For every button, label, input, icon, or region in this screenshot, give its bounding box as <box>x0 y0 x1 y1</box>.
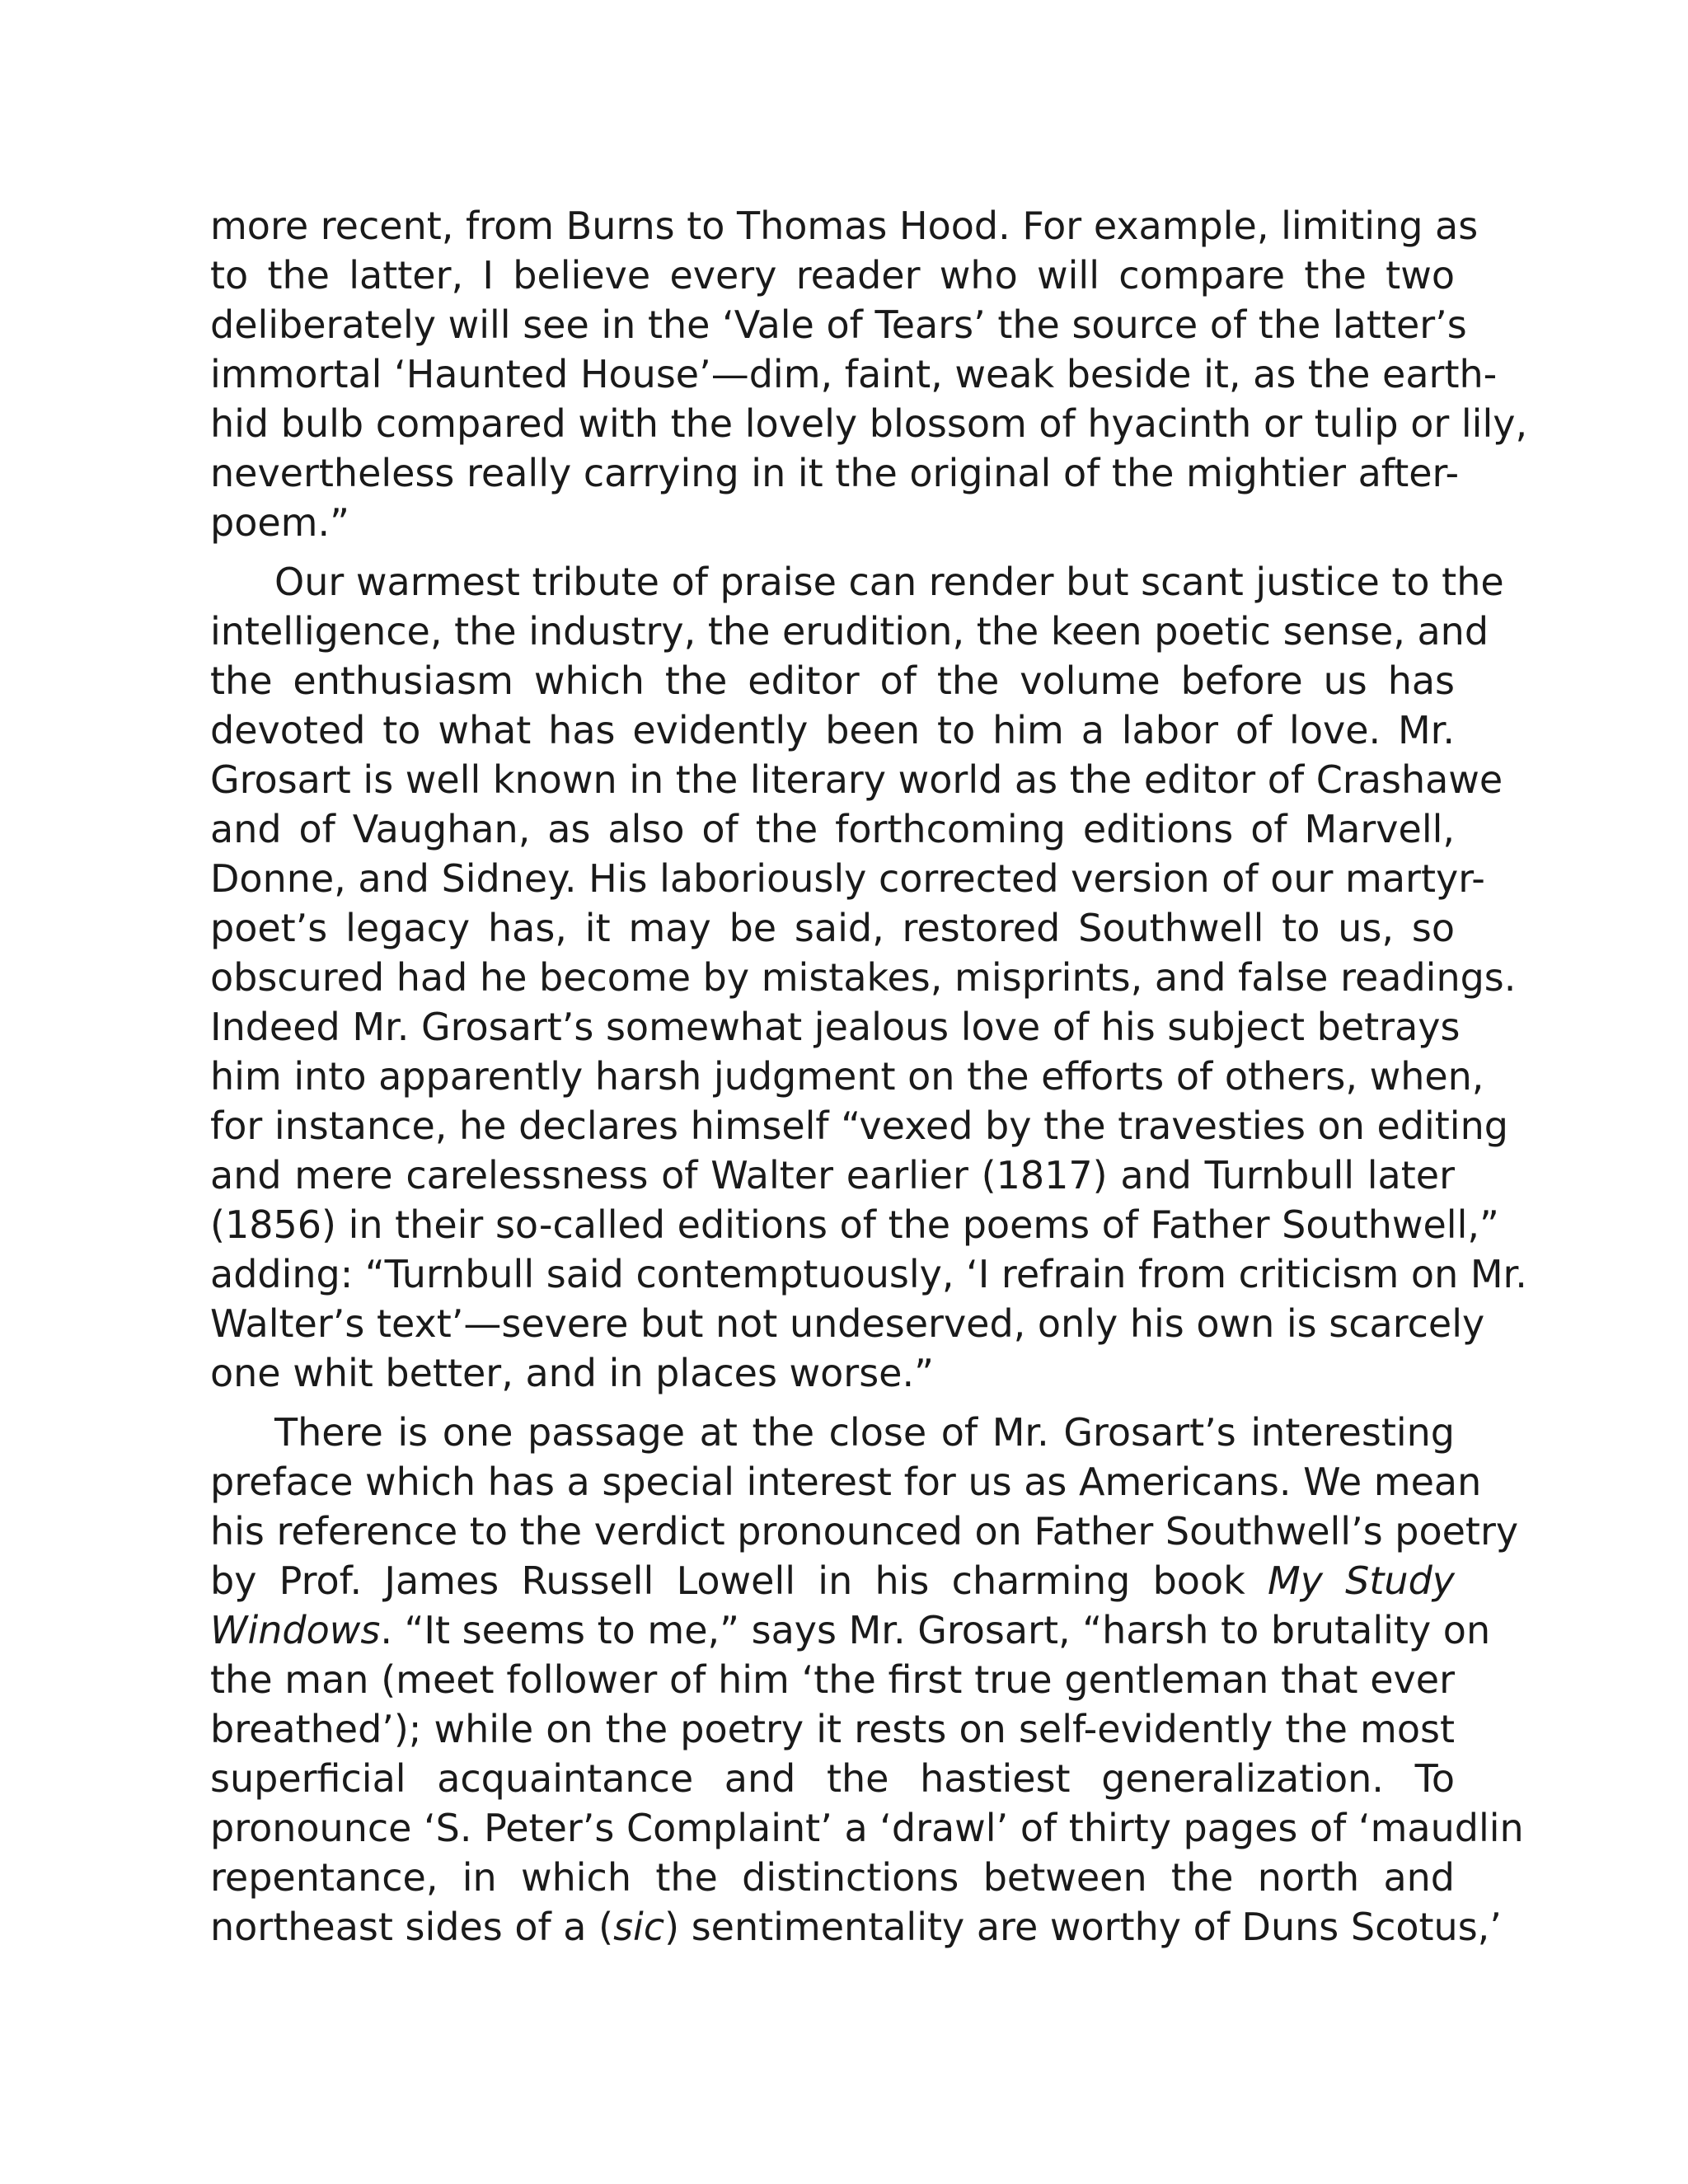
text-line: intelligence, the industry, the erudition, the keen poetic sense, and <box>210 609 1489 654</box>
text-line: poem.” <box>210 500 349 545</box>
paragraph-3 <box>210 1408 1524 1952</box>
text-line: immortal ‘Haunted House’—dim, faint, weak beside it, as the earth- <box>210 352 1498 396</box>
text-line: for instance, he declares himself “vexed by the travesties on editing <box>210 1104 1508 1148</box>
text-line: preface which has a special interest for us as Americans. We mean <box>210 1460 1482 1504</box>
text-line: (1856) in their so-called editions of the poems of Father Southwell,” <box>210 1202 1499 1247</box>
text-line: Walter’s text’—severe but not undeserved, only his own is scarcely <box>210 1301 1485 1346</box>
text-line <box>210 1556 1455 1605</box>
text-line: adding: “Turnbull said contemptuously, ‘I refrain from criticism on Mr. <box>210 1252 1527 1296</box>
text-line: obscured had he become by mistakes, misprints, and false readings. <box>210 955 1517 1000</box>
sic-italic: sic <box>613 1905 665 1949</box>
text-line: the man (meet follower of him ‘the first true gentleman that ever <box>210 1657 1455 1702</box>
text-line: nevertheless really carrying in it the original of the mightier after- <box>210 451 1460 495</box>
text-line: repentance, in which the distinctions between the north and <box>210 1855 1455 1900</box>
text-line: and mere carelessness of Walter earlier (1817) and Turnbull later <box>210 1153 1455 1197</box>
text-line: Donne, and Sidney. His laboriously corrected version of our martyr- <box>210 856 1485 901</box>
text-line: pronounce ‘S. Peter’s Complaint’ a ‘drawl’ of thirty pages of ‘maudlin <box>210 1806 1524 1850</box>
document-page <box>210 201 1528 1961</box>
text-line: one whit better, and in places worse.” <box>210 1351 934 1395</box>
text-line <box>210 1902 1502 1952</box>
text-line: superficial acquaintance and the hastiest generalization. To <box>210 1756 1455 1801</box>
text-line: breathed’); while on the poetry it rests on self-evidently the most <box>210 1707 1455 1751</box>
text-line: to the latter, I believe every reader who will compare the two <box>210 253 1455 298</box>
text-line: more recent, from Burns to Thomas Hood. For example, limiting as <box>210 204 1479 248</box>
text-segment: by Prof. James Russell Lowell in his charming book <box>210 1558 1245 1603</box>
text-line: poet’s legacy has, it may be said, restored Southwell to us, so <box>210 906 1455 950</box>
text-segment: northeast sides of a ( <box>210 1905 614 1949</box>
text-line: him into apparently harsh judgment on the efforts of others, when, <box>210 1054 1484 1099</box>
text-line: Indeed Mr. Grosart’s somewhat jealous love of his subject betrays <box>210 1005 1461 1049</box>
text-line: Grosart is well known in the literary world as the editor of Crashawe <box>210 757 1503 802</box>
book-title-italic: Windows <box>210 1608 381 1652</box>
text-segment: ) sentimentality are worthy of Duns Scotus,’ <box>664 1905 1502 1949</box>
text-line <box>210 1605 1491 1655</box>
text-line: and of Vaughan, as also of the forthcoming editions of Marvell, <box>210 807 1455 851</box>
book-title-italic: My Study <box>1268 1558 1455 1603</box>
text-line: deliberately will see in the ‘Vale of Tears’ the source of the latter’s <box>210 302 1467 347</box>
text-segment: . “It seems to me,” says Mr. Grosart, “harsh to brutality on <box>380 1608 1491 1652</box>
text-line: There is one passage at the close of Mr. Grosart’s interesting <box>274 1410 1455 1455</box>
paragraph-2 <box>210 557 1527 1398</box>
text-line: his reference to the verdict pronounced on Father Southwell’s poetry <box>210 1509 1519 1554</box>
text-line: hid bulb compared with the lovely blossom of hyacinth or tulip or lily, <box>210 401 1528 446</box>
paragraph-1 <box>210 201 1528 547</box>
text-line: Our warmest tribute of praise can render but scant justice to the <box>274 560 1504 604</box>
text-line: the enthusiasm which the editor of the volume before us has <box>210 658 1455 703</box>
text-line: devoted to what has evidently been to him a labor of love. Mr. <box>210 708 1455 752</box>
